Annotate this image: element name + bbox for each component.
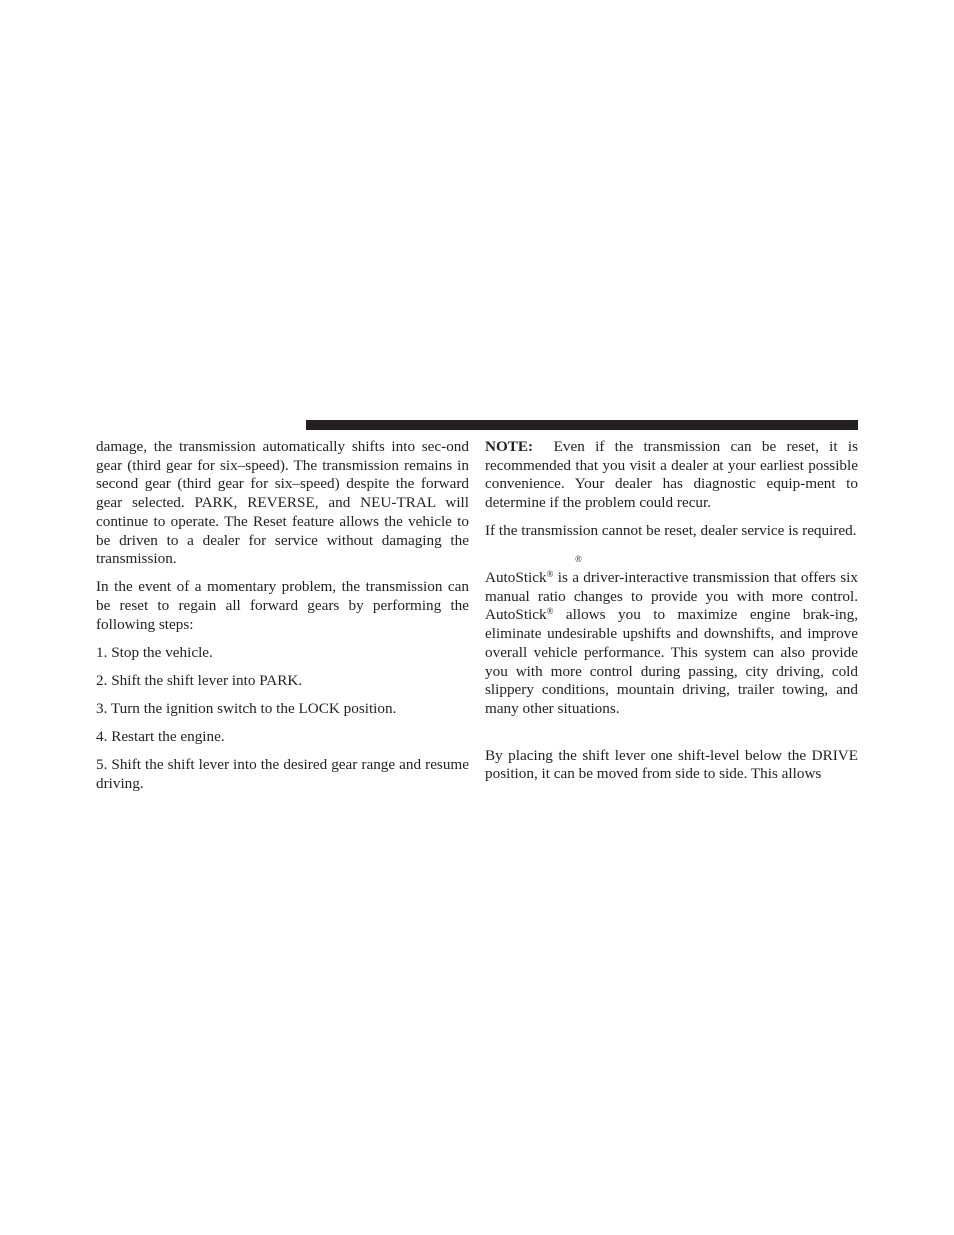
list-item: 4. Restart the engine. <box>96 728 225 746</box>
header-rule <box>306 420 858 430</box>
registered-mark: ® <box>546 606 554 617</box>
left-column <box>96 438 469 794</box>
reset-steps-list <box>96 644 469 794</box>
note-label: NOTE: <box>485 438 534 455</box>
list-item: 2. Shift the shift lever into PARK. <box>96 671 303 689</box>
heading-registered-mark: ® <box>575 554 582 565</box>
list-item: 1. Stop the vehicle. <box>96 643 213 661</box>
list-item: 3. Turn the ignition switch to the LOCK position. <box>96 700 397 717</box>
paragraph-dealer-service: If the transmission cannot be reset, dealer service is required. <box>485 522 857 540</box>
autostick-text-2: is a driver-interactive transmission that offers six manual ratio changes to provide you with more control. AutoStick <box>485 568 858 624</box>
note-text: Even if the transmission can be reset, it is recommended that you visit a dealer at your earliest possible convenience. Your dealer has diagnostic equip-ment to determine if the problem could recur. <box>485 438 859 512</box>
paragraph-autostick-description <box>485 569 858 719</box>
autostick-text-3: allows you to maximize engine brak-ing, eliminate undesirable upshifts and downshifts, and improve overall vehicle performance. This system can also provide you with more control during passing, city driving, cold slippery conditions, mountain driving, trailer towing, and many other situations. <box>485 606 858 717</box>
paragraph-autostick-operation: By placing the shift lever one shift-level below the DRIVE position, it can be moved from side to side. This allows <box>485 746 858 783</box>
paragraph-reset-effect: damage, the transmission automatically shifts into sec-ond gear (third gear for six–speed). The transmission remains in second gear (third gear for six–speed) despite the forward gear selected. PARK, REVERSE, and NEU-TRAL will continue to operate. The Reset feature allows the vehicle to be driven to a dealer for service without damaging the transmission. <box>96 438 469 568</box>
section-heading-autostick <box>485 550 858 569</box>
list-item: 5. Shift the shift lever into the desired gear range and resume driving. <box>96 756 469 792</box>
registered-mark: ® <box>546 568 554 579</box>
right-column <box>485 438 858 784</box>
paragraph-reset-intro: In the event of a momentary problem, the transmission can be reset to regain all forward gears by performing the following steps: <box>96 578 469 633</box>
note-paragraph <box>485 438 858 513</box>
autostick-text-1: AutoStick <box>485 568 547 586</box>
